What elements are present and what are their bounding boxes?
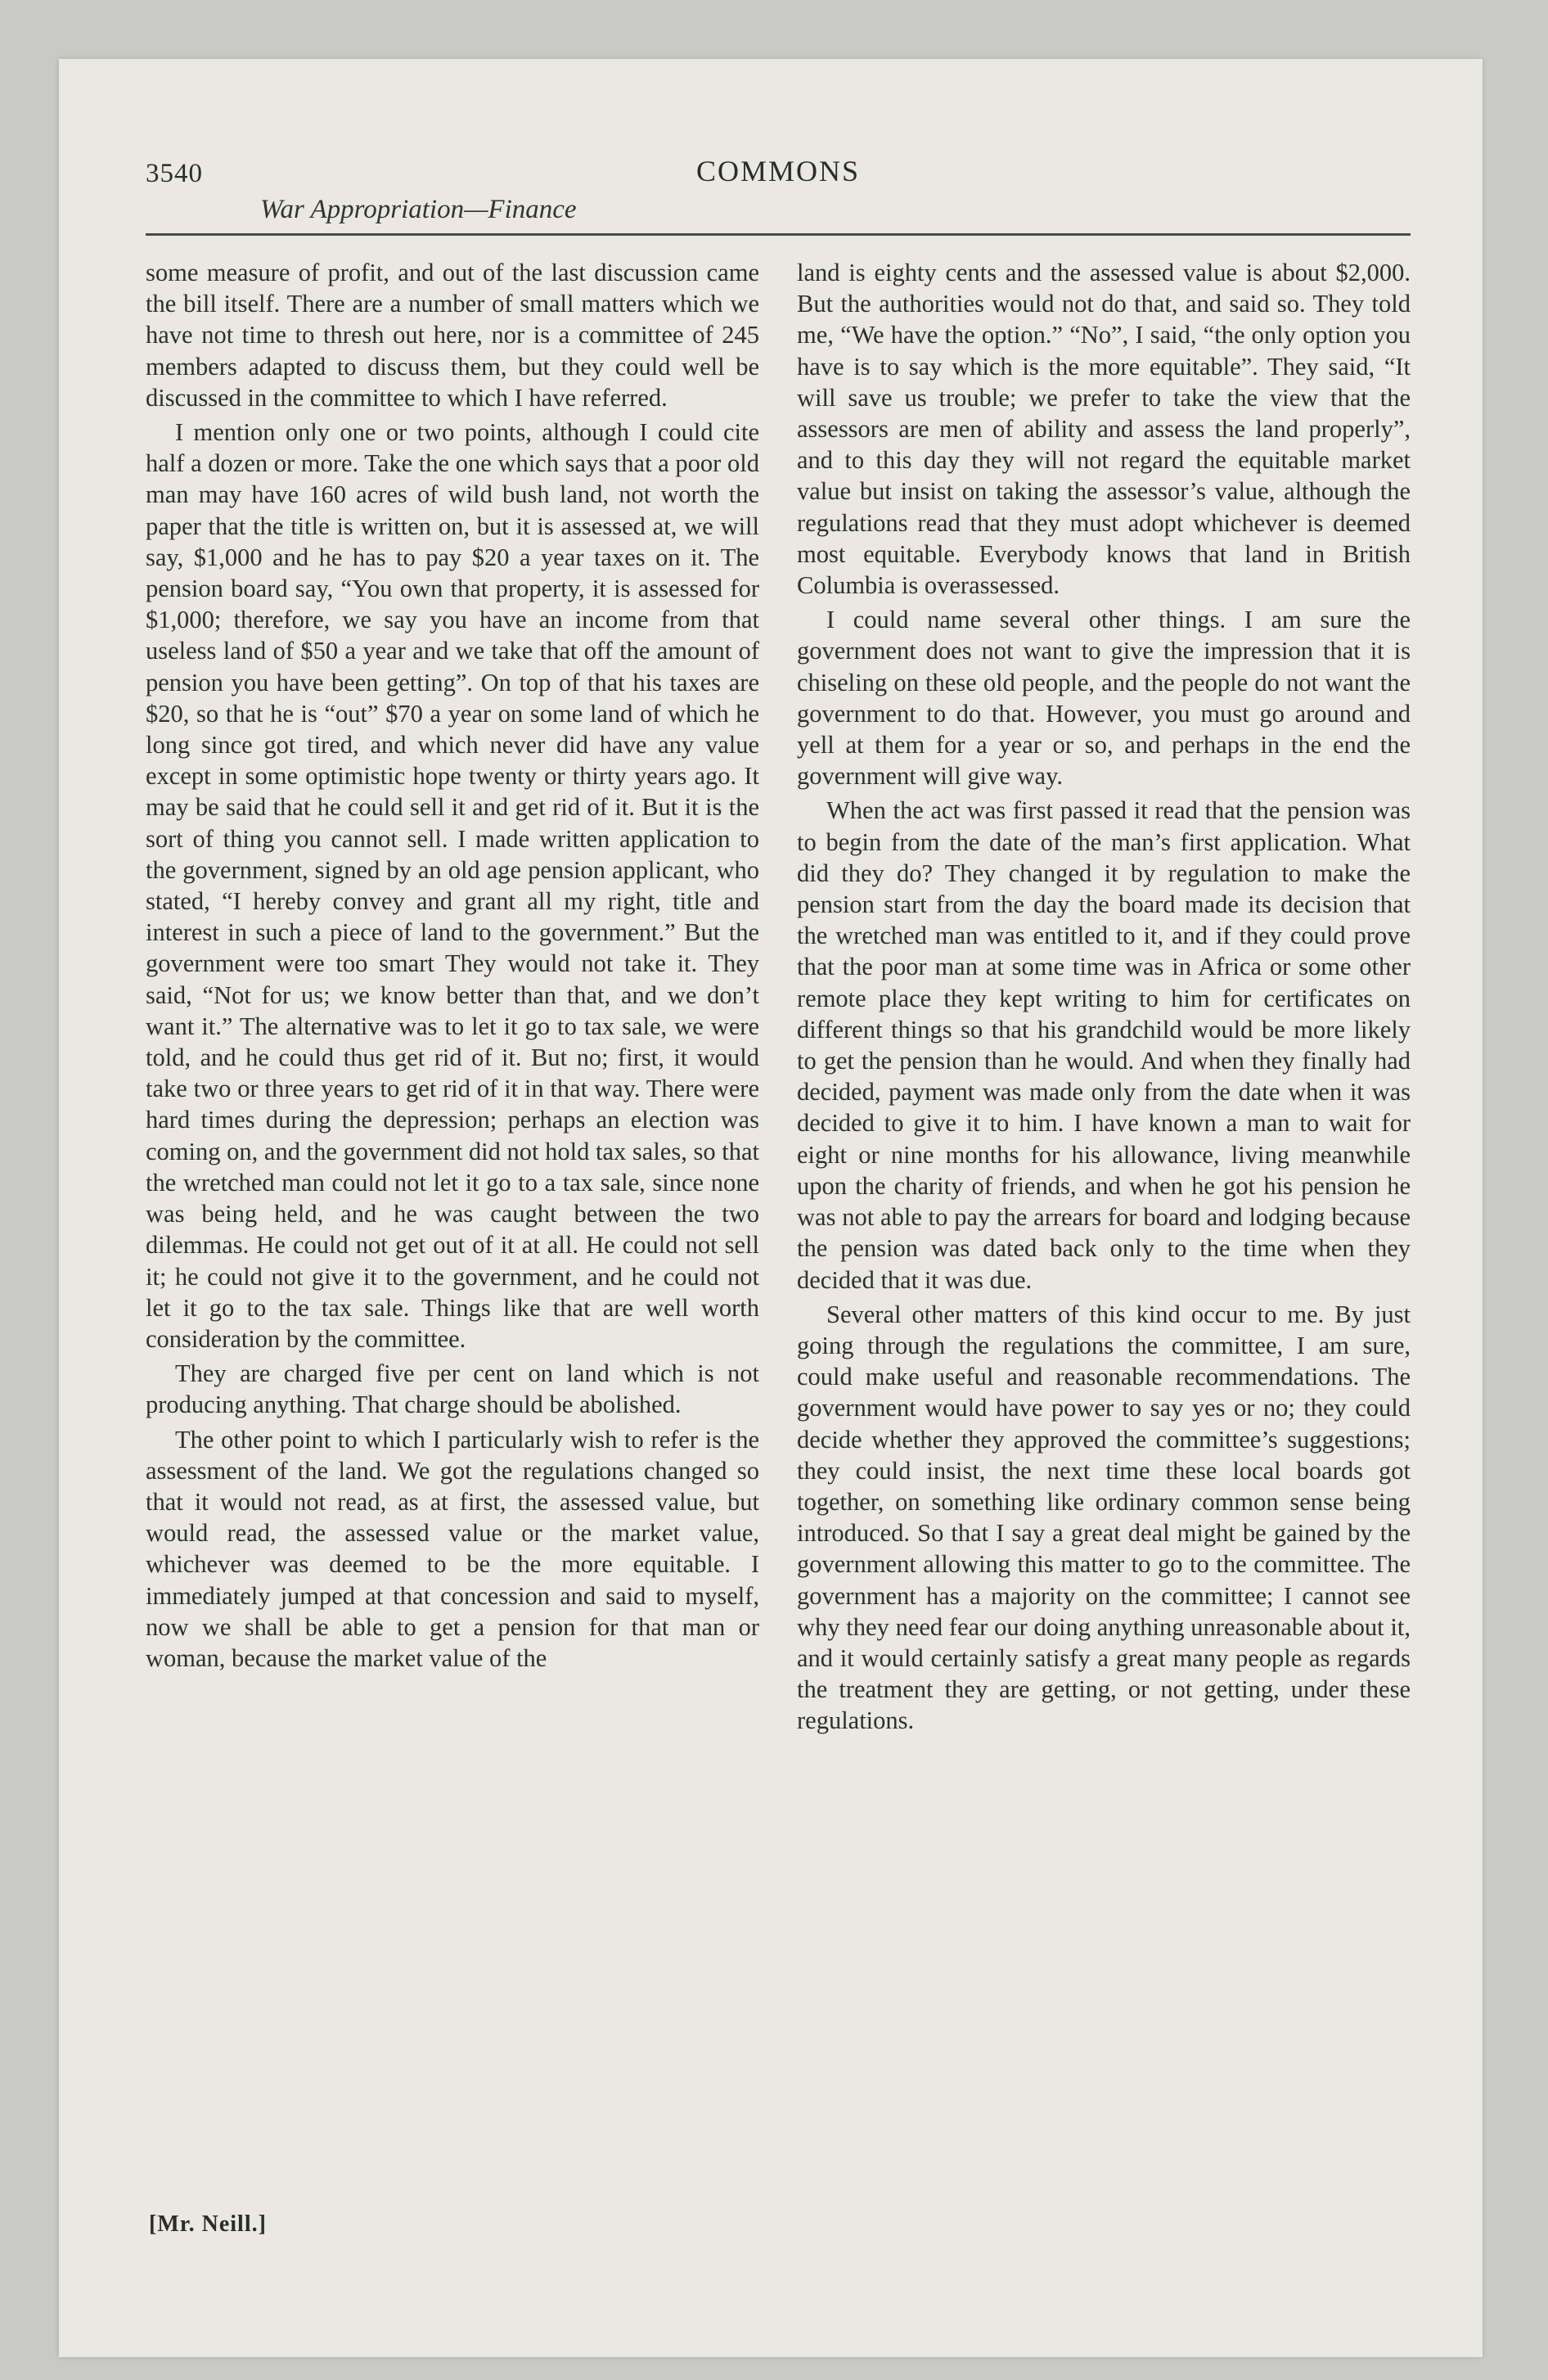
- page-number: 3540: [146, 159, 203, 188]
- paragraph: some measure of profit, and out of the last discussion came the bill itself. There are a number of small matters which we have not time to thresh out here, nor is a committee of 245 members adapted to discuss them, but they could well be discussed in the committee to which I have referred.: [146, 259, 759, 412]
- paragraph: I mention only one or two points, although I could cite half a dozen or more. Take the one which says that a poor old man may have 160 acres of wild bush land, not worth the paper that the title is written on, but it is assessed at, we will say, $1,000 and he has to pay $20 a year taxes on it. The pension board say, “You own that property, it is assessed for $1,000; therefore, we say you have an income from that useless land of $50 a year and we take that off the amount of pension you have been getting”. On top of that his taxes are $20, so that he is “out” $70 a year on some land of which he long since got tired, and which never did have any value except in some optimistic hope twenty or thirty years ago. It may be said that he could sell it and get rid of it. But it is the sort of thing you cannot sell. I made written application to the government, signed by an old age pension applicant, who stated, “I hereby convey and grant all my right, title and interest in such a piece of land to the government.” But the government were too smart They would not take it. They said, “Not for us; we know better than that, and we don’t want it.” The alternative was to let it go to tax sale, we were told, and he could thus get rid of it. But no; first, it would take two or three years to get rid of it in that way. There were hard times during the depression; perhaps an election was coming on, and the government did not hold tax sales, so that the wretched man could not let it go to a tax sale, since none was being held, and he was caught between the two dilemmas. He could not get out of it at all. He could not sell it; he could not give it to the government, and he could not let it go to the tax sale. Things like that are well worth consideration by the committee.: [146, 418, 759, 1353]
- paragraph: I could name several other things. I am sure the government does not want to give the impression that it is chiseling on these old people, and the people do not want the government to do that. However, you must go around and yell at them for a year or so, and perhaps in the end the government will give way.: [797, 606, 1411, 791]
- paragraph: The other point to which I particularly wish to refer is the assessment of the land. We got the regulations changed so that it would not read, as at first, the assessed value, but would read, the assessed value or the market value, whichever was deemed to be the more equitable. I immediately jumped at that concession and said to myself, now we shall be able to get a pension for that man or woman, because the market value of the: [146, 1425, 759, 1672]
- paragraph: They are charged five per cent on land which is not producing anything. That charge should be abolished.: [146, 1359, 759, 1419]
- paragraph: When the act was first passed it read that the pension was to begin from the date of the man’s first application. What did they do? They changed it by regulation to make the pension start from the day the board made its decision that the wretched man was entitled to it, and if they could prove that the poor man at some time was in Africa or some other remote place they kept writing to him for certificates on different things so that his grandchild would be more likely to get the pension than he would. And when they finally had decided, payment was made only from the date when it was decided to give it to him. I have known a man to wait for eight or nine months for his allowance, living meanwhile upon the charity of friends, and when he got his pension he was not able to pay the arrears for board and lodging because the pension was dated back only to the time when they decided that it was due.: [797, 796, 1411, 1294]
- left-column: [146, 257, 759, 1677]
- journal-name: COMMONS: [695, 155, 861, 187]
- page-header: [146, 146, 1411, 236]
- right-column: [797, 257, 1411, 1740]
- running-title: War Appropriation—Finance: [260, 195, 577, 224]
- header-rule: [146, 233, 1411, 236]
- paragraph: land is eighty cents and the assessed value is about $2,000. But the authorities would not do that, and said so. They told me, “We have the option.” “No”, I said, “the only option you have is to say which is the more equitable”. They said, “It will save us trouble; we prefer to take the view that the assessors are men of ability and assess the land properly”, and to this day they will not regard the equitable market value but insist on taking the assessor’s value, although the regulations read that they must adopt whichever is deemed most equitable. Everybody knows that land in British Columbia is overassessed.: [797, 259, 1411, 600]
- speaker-footer: [Mr. Neill.]: [149, 2211, 267, 2237]
- paragraph: Several other matters of this kind occur to me. By just going through the regulations the committee, I am sure, could make useful and reasonable recommendations. The government would have power to say yes or no; they could decide whether they approved the committee’s suggestions; they could insist, the next time these local boards got together, on something like ordinary common sense being introduced. So that I say a great deal might be gained by the government allowing this matter to go to the committee. The government has a majority on the committee; I cannot see why they need fear our doing anything unreasonable about it, and it would certainly satisfy a great many people as regards the treatment they are getting, or not getting, under these regulations.: [797, 1300, 1411, 1735]
